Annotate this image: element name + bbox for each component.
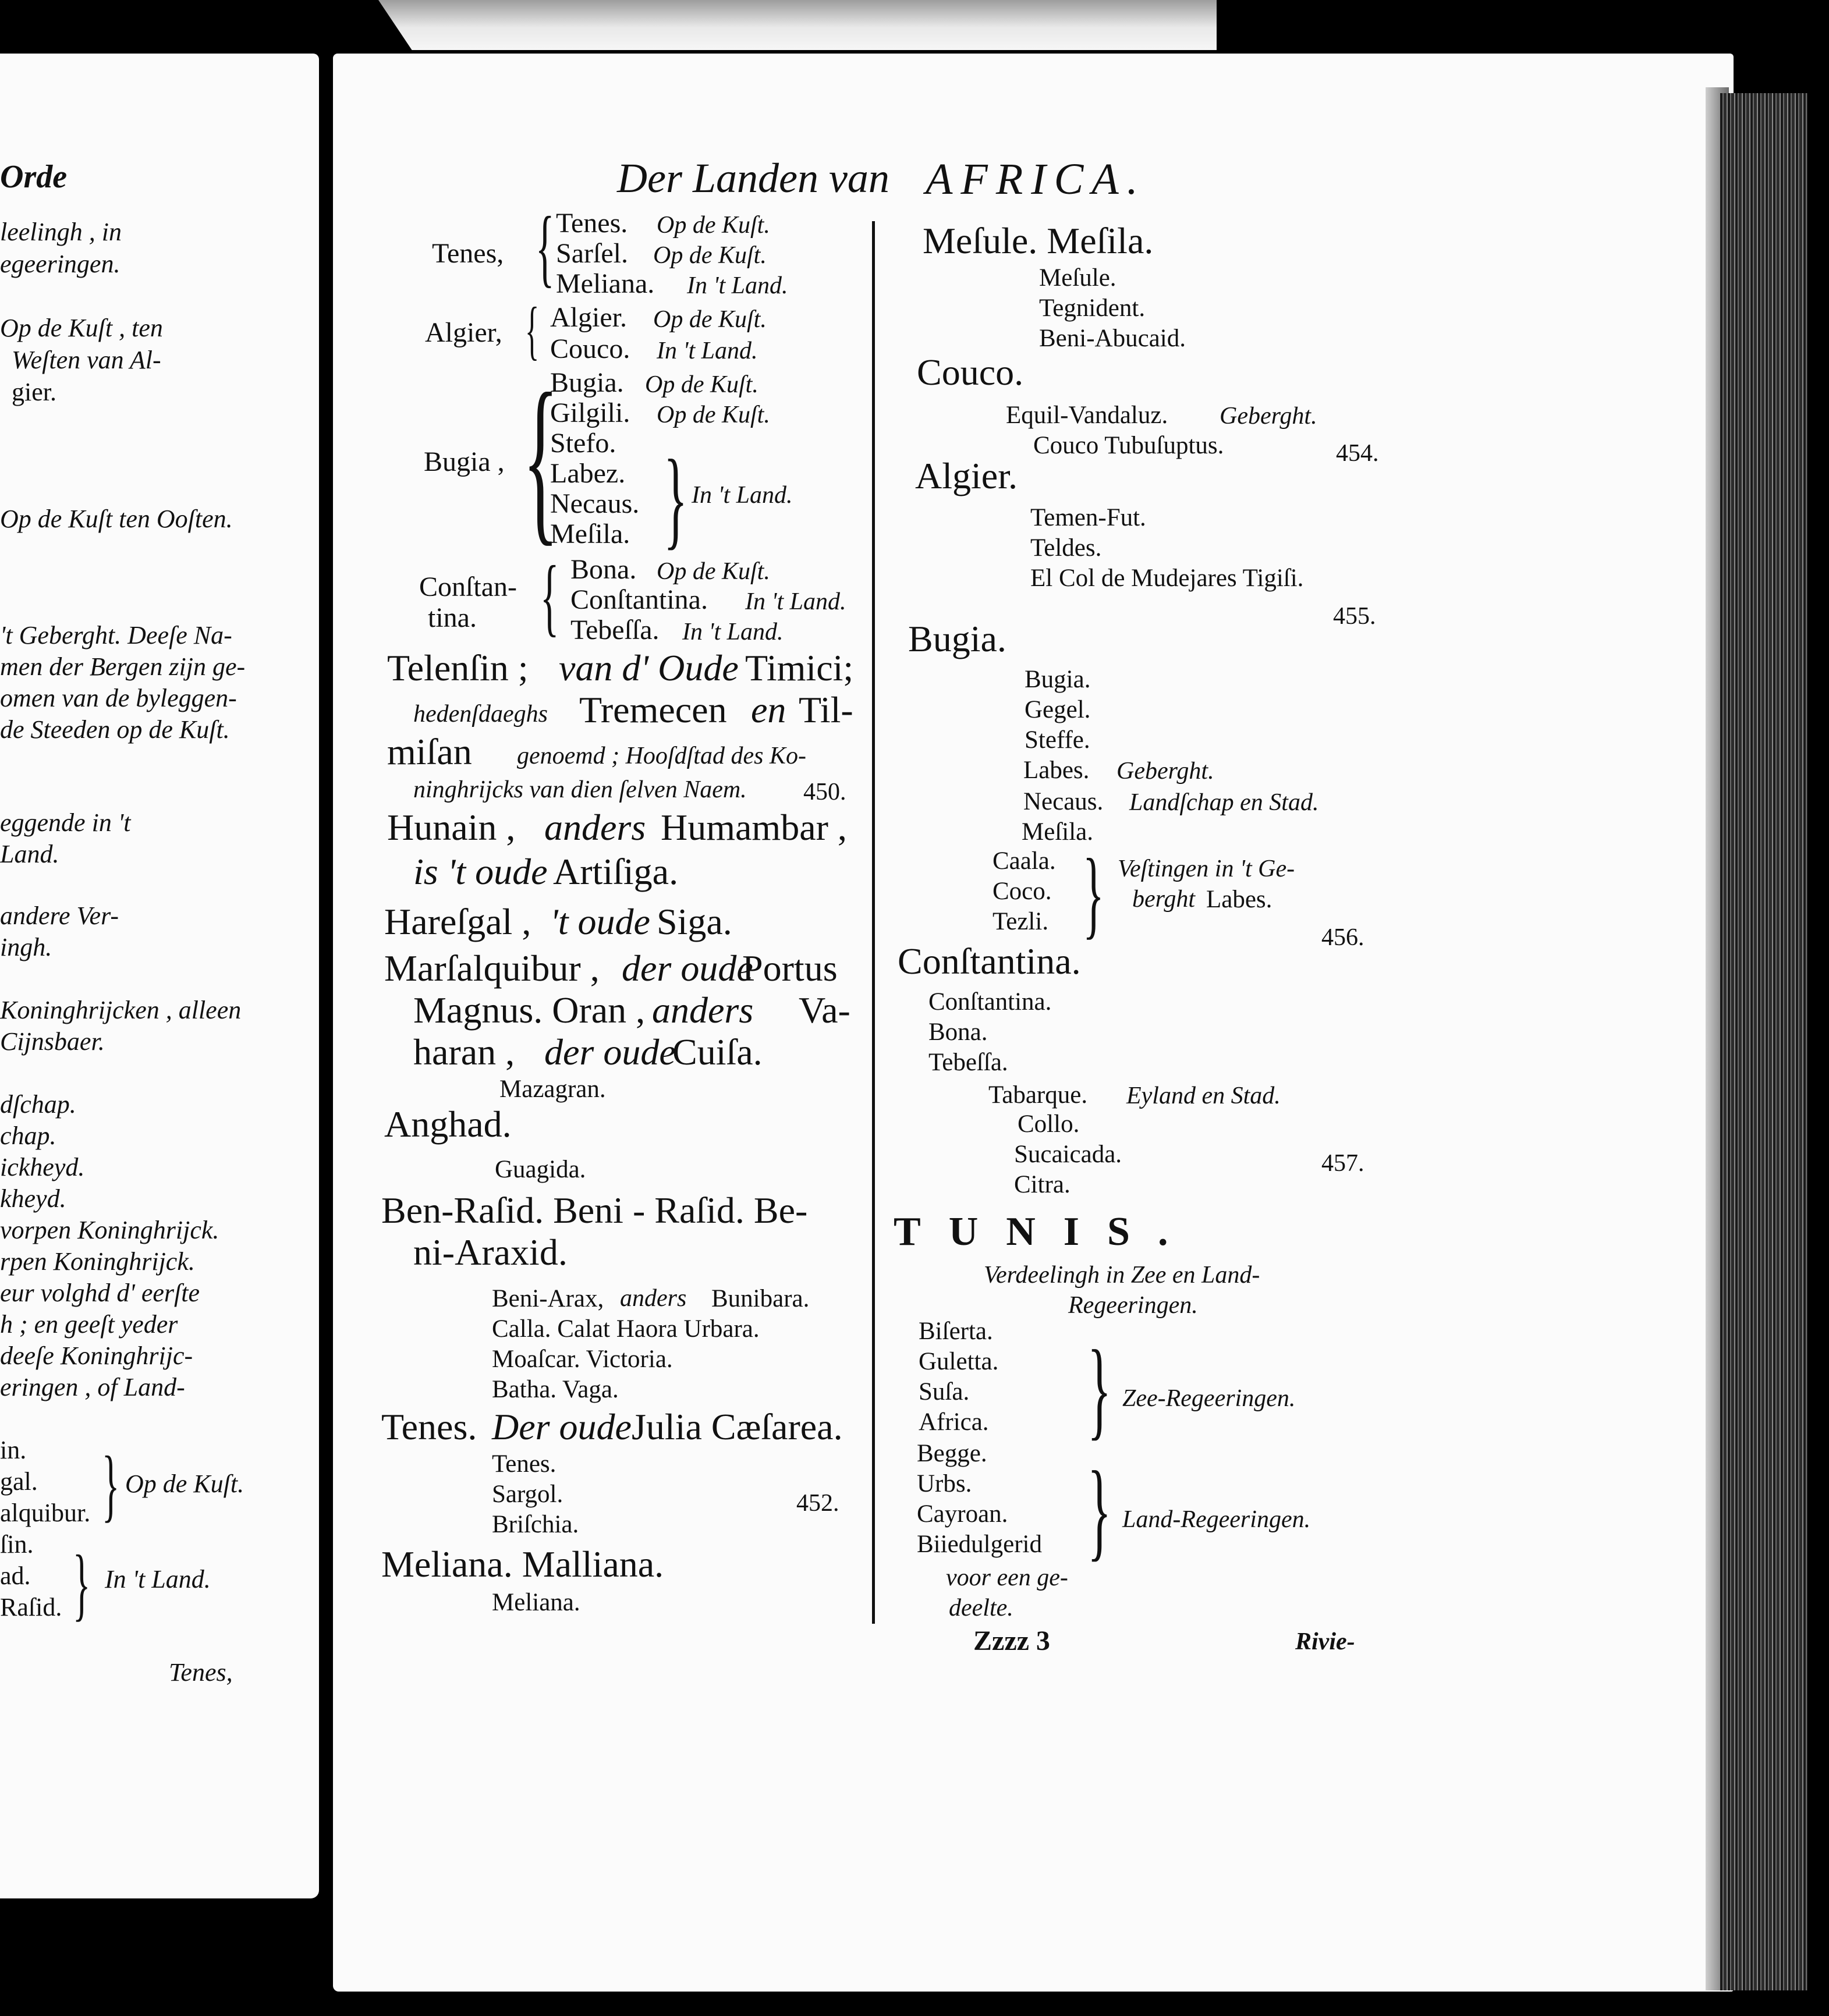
sub-place-note: Eyland en Stad.: [1126, 1082, 1281, 1109]
group-note: Land-Regeeringen.: [1122, 1506, 1311, 1533]
sub-place: Temen-Fut.: [1030, 504, 1146, 531]
fortress: Caala.: [993, 847, 1056, 875]
group-head: Algier,: [425, 317, 502, 348]
sub-place: Necaus.: [1023, 788, 1104, 815]
entry-text: van d' Oude: [559, 647, 739, 688]
brace: {: [525, 294, 540, 367]
place-name: Algier.: [550, 302, 627, 333]
group-note: Labes.: [1206, 886, 1272, 913]
sub-place: Gegel.: [1025, 696, 1091, 723]
group-note: Zee-Regeeringen.: [1122, 1385, 1296, 1412]
fortress: Tezli.: [993, 908, 1049, 935]
left-brace: }: [73, 1539, 91, 1629]
sub-place: Teldes.: [1030, 534, 1102, 562]
left-text-line: Op de Kuſt , ten: [0, 314, 163, 342]
entry-text: miſan: [387, 731, 472, 772]
entry-text: ninghrijcks van dien ſelven Naem.: [413, 776, 747, 803]
entry-text: 't oude: [550, 901, 650, 942]
left-text-line: Cijnsbaer.: [0, 1027, 105, 1056]
entry-title: Telenſin ;: [387, 647, 529, 688]
left-text-line: chap.: [0, 1121, 56, 1150]
sub-place: Moaſcar. Victoria.: [492, 1346, 673, 1373]
page-reference: 455.: [1333, 603, 1376, 630]
left-text-line: rpen Koninghrijck.: [0, 1247, 195, 1276]
entry-text: der oude: [544, 1031, 676, 1073]
entry-text: Artiſiga.: [553, 851, 679, 892]
place-location: Op de Kuſt.: [657, 558, 770, 585]
place-name: Labez.: [550, 458, 626, 489]
left-text-line: h ; en geeſt yeder: [0, 1310, 178, 1339]
group-head: tina.: [428, 602, 477, 633]
entry-title: Hareſgal ,: [384, 901, 531, 942]
sea-region: Biſerta.: [919, 1318, 993, 1345]
sub-place: Tegnident.: [1039, 294, 1146, 322]
sub-place: Steffe.: [1025, 726, 1090, 754]
sub-place-note: Geberght.: [1220, 403, 1317, 430]
place-location: Op de Kuſt.: [645, 371, 758, 398]
left-text-line: dſchap.: [0, 1090, 76, 1119]
sub-place: Calla. Calat Haora Urbara.: [492, 1315, 760, 1343]
sub-place: Bugia.: [1025, 666, 1091, 693]
group-note: Veſtingen in 't Ge-: [1118, 856, 1295, 882]
entry-text: Tremecen: [579, 689, 727, 730]
place-location: Op de Kuſt.: [653, 306, 767, 333]
place-name: Meſila.: [550, 519, 630, 549]
running-header: Der Landen van: [617, 155, 889, 201]
left-text-line: Koninghrijcken , alleen: [0, 996, 242, 1024]
running-header-region: AFRICA.: [926, 155, 1146, 204]
place-location: In 't Land.: [682, 619, 784, 645]
land-region-note: deelte.: [949, 1595, 1013, 1621]
left-text-line: de Steeden op de Kuſt.: [0, 715, 230, 744]
sub-place: Briſchia.: [492, 1511, 579, 1538]
land-region: Cayroan.: [917, 1500, 1008, 1528]
sub-place: Guagida.: [495, 1156, 586, 1183]
place-name: Tebeſſa.: [570, 615, 660, 645]
sub-place: Tebeſſa.: [928, 1049, 1008, 1076]
entry-title: Meſule. Meſila.: [923, 220, 1154, 261]
place-name: Bugia.: [550, 367, 624, 398]
left-text-line: gal.: [0, 1467, 38, 1496]
land-region: Begge.: [917, 1440, 987, 1467]
entry-text: Cuiſa.: [672, 1031, 763, 1073]
brace: {: [536, 199, 555, 296]
left-text-line: ingh.: [0, 933, 52, 961]
sub-place: Collo.: [1018, 1110, 1080, 1138]
sub-place-note: Landſchap en Stad.: [1129, 789, 1319, 816]
section-caption: Regeeringen.: [1068, 1292, 1198, 1319]
left-text-line: Land.: [0, 840, 59, 868]
left-text-line: egeeringen.: [0, 250, 120, 278]
left-text-line: eringen , of Land-: [0, 1373, 185, 1401]
entry-text: hedenſdaeghs: [413, 701, 548, 727]
entry-title: Ben-Raſid. Beni - Raſid. Be-: [381, 1190, 808, 1231]
sub-place: Sucaicada.: [1014, 1141, 1122, 1168]
entry-text: anders: [652, 989, 754, 1031]
left-text-line: 't Geberght. Deeſe Na-: [0, 621, 232, 649]
left-text-line: omen van de byleggen-: [0, 684, 237, 712]
left-text-line: in.: [0, 1436, 27, 1464]
sea-region: Suſa.: [919, 1378, 970, 1405]
place-location: In 't Land.: [687, 272, 788, 299]
left-text-line: kheyd.: [0, 1184, 66, 1213]
entry-text: haran ,: [413, 1031, 515, 1073]
left-text-line: deeſe Koninghrijc-: [0, 1341, 193, 1370]
entry-text: is 't oude: [413, 851, 548, 892]
left-brace: }: [102, 1440, 120, 1530]
section-caption: Verdeelingh in Zee en Land-: [984, 1262, 1260, 1289]
sub-place: Batha. Vaga.: [492, 1376, 619, 1403]
entry-text: Julia Cæſarea.: [632, 1406, 843, 1447]
brace: }: [1087, 1328, 1112, 1450]
entry-text: en: [751, 689, 786, 730]
sea-region: Africa.: [919, 1408, 989, 1436]
sub-place: Labes.: [1023, 757, 1090, 784]
entry-text: anders: [544, 807, 646, 848]
sea-region: Guletta.: [919, 1348, 999, 1375]
sub-place: Couco Tubuſuptus.: [1033, 432, 1224, 459]
left-brace-note: Op de Kuſt.: [125, 1470, 244, 1498]
place-name: Conſtantina.: [570, 584, 708, 615]
entry-title: Conſtantina.: [898, 940, 1081, 982]
left-catchword: Tenes,: [169, 1658, 233, 1687]
brace: {: [540, 548, 559, 645]
left-text-line: alquibur.: [0, 1499, 91, 1527]
sub-place: Tenes.: [492, 1450, 557, 1478]
sub-place: Beni-Abucaid.: [1039, 325, 1186, 352]
entry-text: der oude: [622, 947, 753, 989]
sub-place: Meſila.: [1022, 818, 1093, 846]
sub-place-note: Geberght.: [1116, 758, 1214, 785]
group-head: Tenes,: [432, 238, 504, 269]
group-note: berght: [1132, 886, 1196, 913]
entry-title: Meliana. Malliana.: [381, 1543, 664, 1585]
page-reference: 456.: [1321, 924, 1364, 951]
left-text-line: Weſten van Al-: [12, 346, 161, 374]
sub-place: Mazagran.: [499, 1076, 606, 1103]
signature-mark: Zzzz 3: [973, 1625, 1050, 1656]
brace: }: [1083, 839, 1104, 948]
left-brace-note: In 't Land.: [105, 1565, 211, 1593]
left-text-line: Op de Kuſt ten Ooſten.: [0, 505, 233, 533]
brace: }: [1087, 1449, 1112, 1571]
entry-text: Timici;: [745, 647, 854, 688]
left-text-line: ad.: [0, 1561, 31, 1590]
entry-title: Hunain ,: [387, 807, 516, 848]
place-name: Stefo.: [550, 428, 616, 459]
left-text-line: men der Bergen zijn ge-: [0, 652, 246, 681]
land-region-note: voor een ge-: [946, 1564, 1068, 1591]
entry-text: Der oude: [492, 1406, 632, 1447]
left-text-line: eggende in 't: [0, 808, 131, 837]
section-title: TUNIS.: [894, 1209, 1196, 1254]
sub-place: anders: [620, 1285, 687, 1312]
left-text-line: ickheyd.: [0, 1153, 85, 1181]
entry-text: Portus: [742, 947, 838, 989]
place-location: In 't Land.: [745, 588, 846, 615]
entry-title: Tenes.: [381, 1406, 477, 1447]
place-name: Gilgili.: [550, 397, 630, 428]
left-text-line: ſin.: [0, 1530, 34, 1559]
place-location: Op de Kuſt.: [657, 402, 770, 428]
sub-place: Meſule.: [1039, 264, 1116, 292]
sub-place: Bunibara.: [711, 1285, 810, 1312]
land-region: Biiedulgerid: [917, 1531, 1042, 1558]
left-text-line: gier.: [12, 378, 56, 406]
sub-place: Meliana.: [492, 1589, 580, 1616]
brace: {: [523, 356, 559, 562]
left-text-line: eur volghd d' eerſte: [0, 1279, 200, 1307]
brace: }: [664, 438, 688, 560]
group-note: In 't Land.: [692, 482, 793, 509]
page-reference: 452.: [796, 1490, 839, 1517]
column-divider: [872, 221, 875, 1624]
sub-place: Conſtantina.: [928, 988, 1052, 1016]
left-text-line: vorpen Koninghrijck.: [0, 1216, 219, 1244]
land-region: Urbs.: [917, 1470, 972, 1497]
place-location: Op de Kuſt.: [653, 242, 767, 269]
entry-title: Bugia.: [908, 618, 1006, 659]
sub-place: El Col de Mudejares Tigiſi.: [1030, 565, 1304, 592]
entry-title: Marſalquibur ,: [384, 947, 600, 989]
place-name: Tenes.: [556, 208, 628, 239]
entry-text: Magnus. Oran ,: [413, 989, 646, 1031]
page-reference: 457.: [1321, 1150, 1364, 1177]
sub-place: Sargol.: [492, 1481, 563, 1508]
group-head: Conſtan-: [419, 572, 517, 602]
place-name: Bona.: [570, 554, 637, 585]
entry-title: Couco.: [917, 352, 1024, 393]
entry-title: Algier.: [915, 455, 1018, 496]
page-edge-top: [378, 0, 1217, 50]
place-name: Sarſel.: [556, 238, 628, 269]
entry-text: Va-: [799, 989, 850, 1031]
entry-title: Anghad.: [384, 1103, 512, 1145]
page-reference: 454.: [1336, 440, 1379, 467]
fortress: Coco.: [993, 878, 1052, 905]
sub-place: Bona.: [928, 1018, 988, 1046]
place-location: Op de Kuſt.: [657, 212, 770, 239]
group-head: Bugia ,: [424, 446, 505, 477]
place-name: Necaus.: [550, 488, 640, 519]
left-text-line: Raſid.: [0, 1593, 62, 1621]
left-text-line: Orde: [0, 159, 68, 195]
sub-place: Tabarque.: [988, 1081, 1088, 1109]
entry-text: genoemd ; Hooſdſtad des Ko-: [517, 743, 806, 769]
left-text-line: leelingh , in: [0, 218, 122, 246]
entry-text: ni-Araxid.: [413, 1231, 568, 1273]
catchword: Rivie-: [1295, 1628, 1355, 1655]
sub-place: Equil-Vandaluz.: [1006, 402, 1168, 429]
place-name: Meliana.: [556, 268, 655, 299]
left-facing-page: [0, 54, 319, 1898]
left-text-line: andere Ver-: [0, 901, 119, 930]
entry-text: Humambar ,: [661, 807, 847, 848]
sub-place: Beni-Arax,: [492, 1285, 604, 1312]
entry-text: Til-: [799, 689, 853, 730]
entry-text: Siga.: [657, 901, 732, 942]
place-name: Couco.: [550, 333, 630, 364]
stacked-page-edges: [1720, 93, 1807, 1990]
sub-place: Citra.: [1014, 1171, 1071, 1198]
place-location: In 't Land.: [657, 338, 758, 364]
page-reference: 450.: [803, 779, 846, 805]
